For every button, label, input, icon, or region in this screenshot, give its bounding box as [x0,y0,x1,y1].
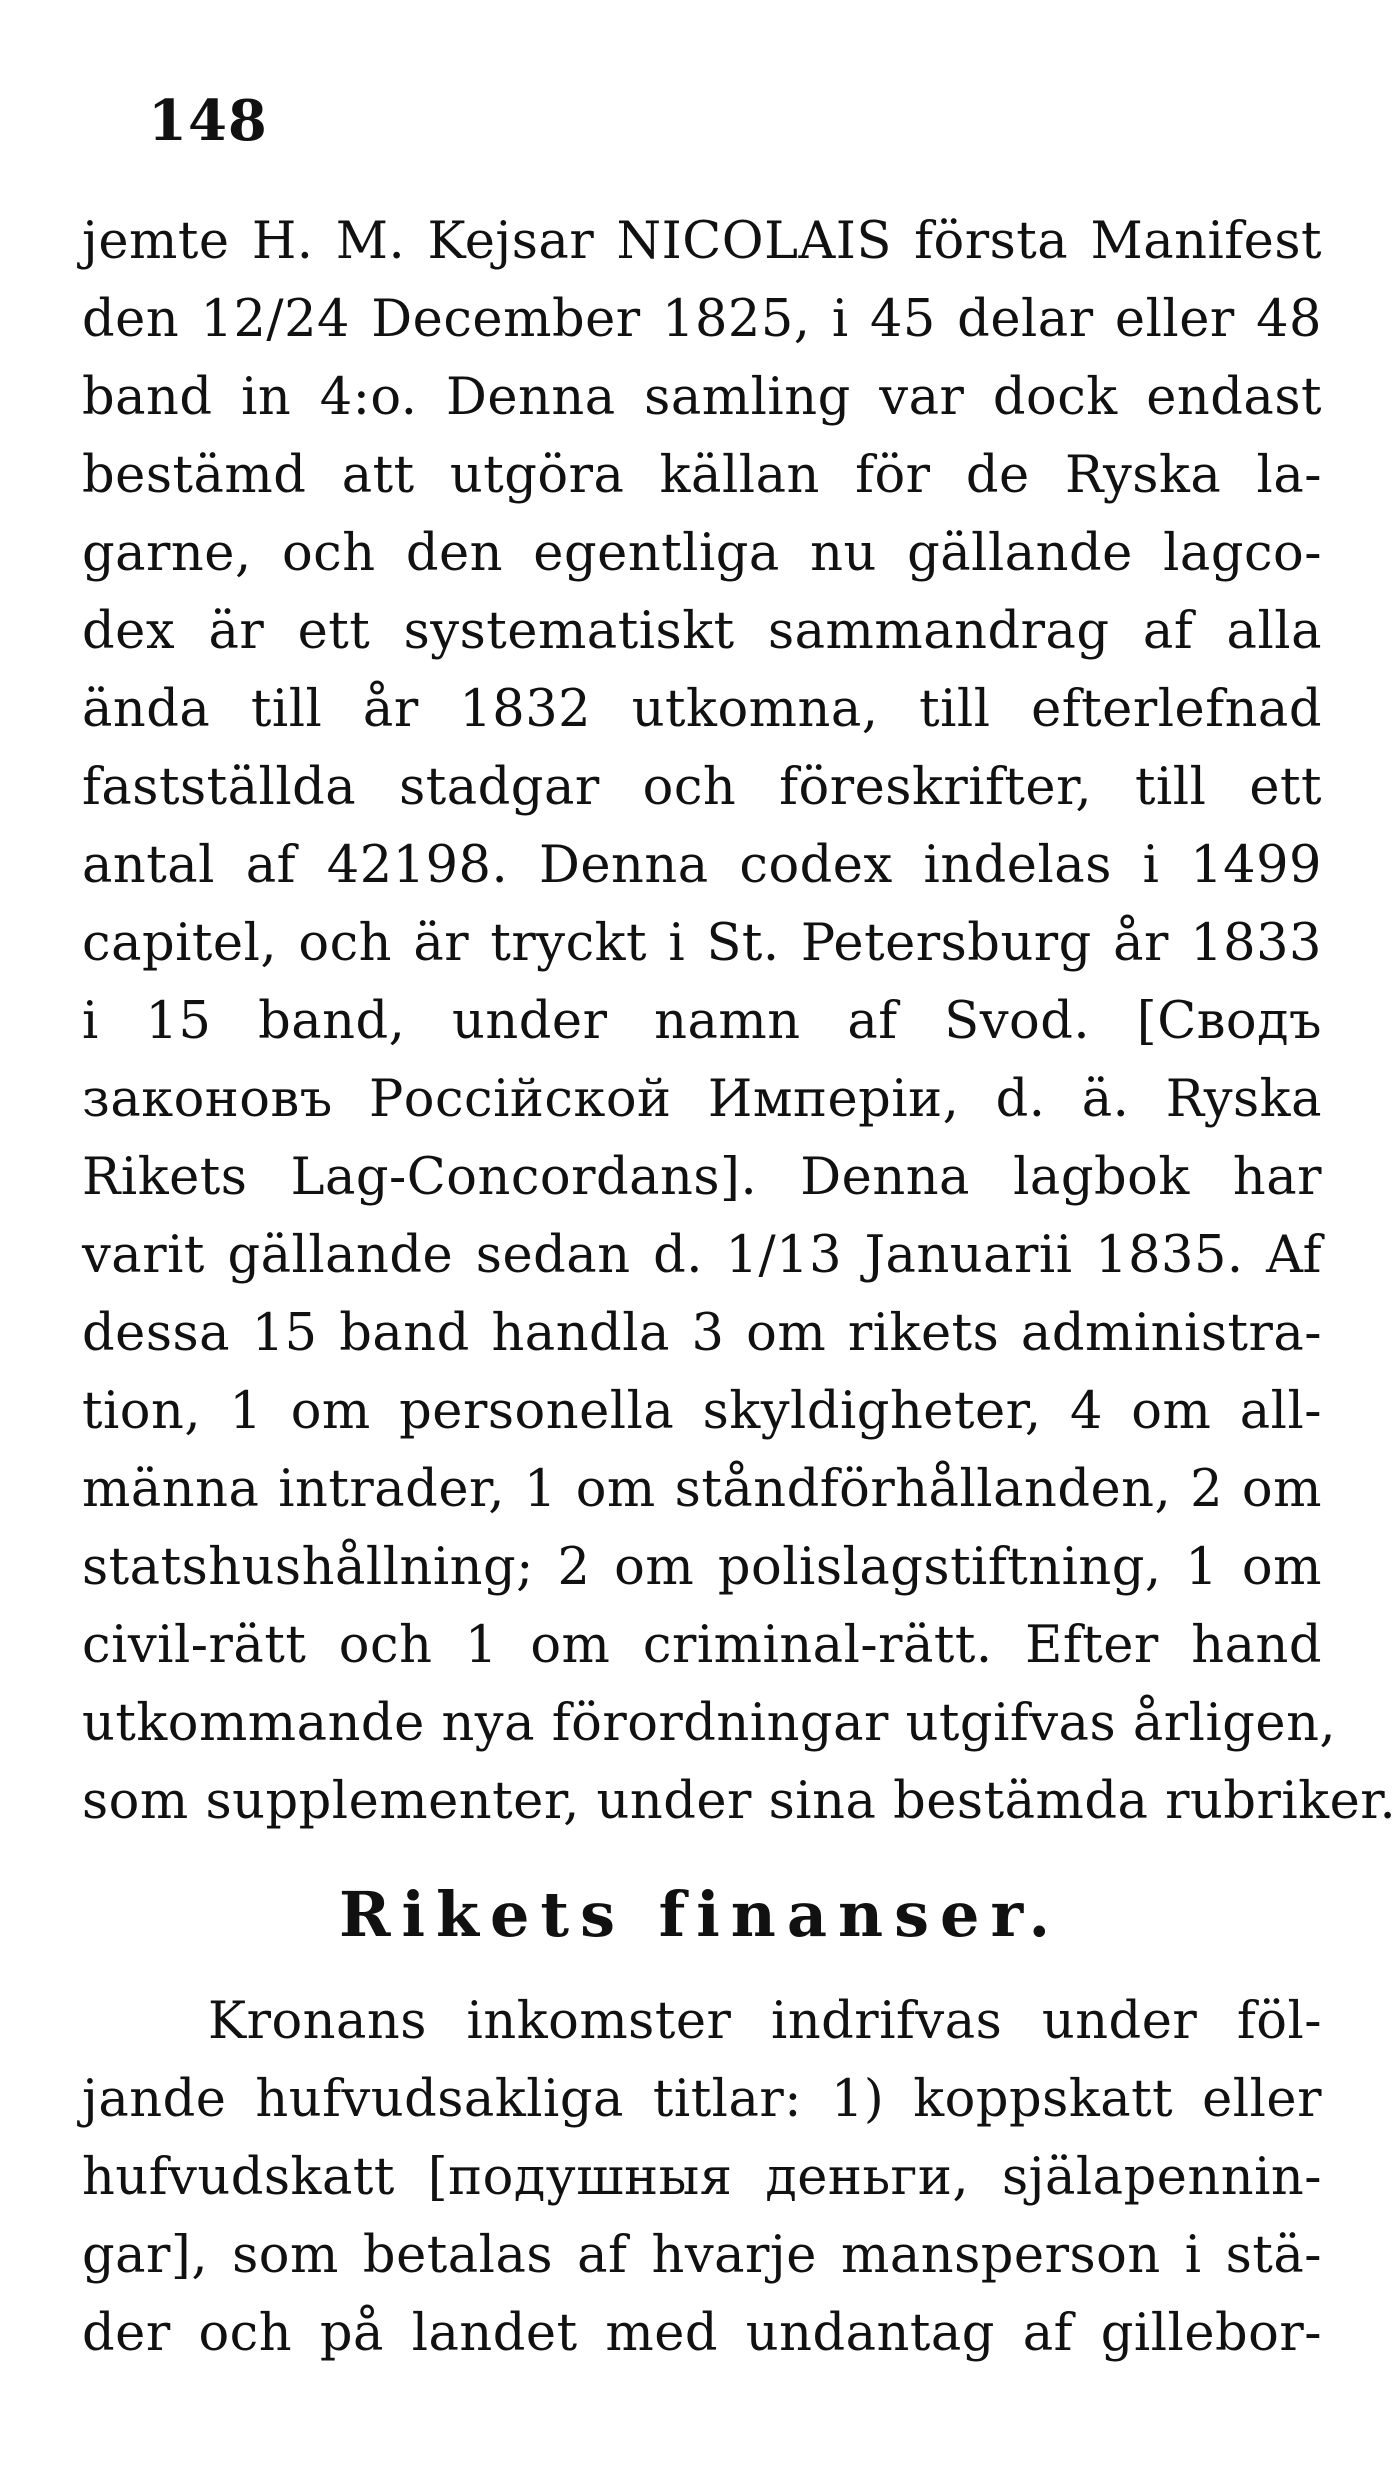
text-line: hufvudskatt [подушныя деньги, själapennin- [82,2148,1322,2207]
text-line: dessa 15 band handla 3 om rikets administra- [82,1304,1322,1363]
text-line: Rikets Lag-Concordans]. Denna lagbok har [82,1148,1322,1207]
text-line: varit gällande sedan d. 1/13 Januarii 1835. Af [82,1226,1322,1285]
text-line: den 12/24 December 1825, i 45 delar eller 48 [82,290,1322,349]
section-heading: Rikets finanser. [338,1878,1062,1951]
text-line: jemte H. M. Kejsar NICOLAIS första Manifest [82,212,1322,271]
text-line: tion, 1 om personella skyldigheter, 4 om all- [82,1382,1322,1441]
text-line: civil-rätt och 1 om criminal-rätt. Efter hand [82,1616,1322,1675]
text-line: законовъ Россійской Имперіи, d. ä. Ryska [82,1070,1322,1129]
text-line: band in 4:o. Denna samling var dock endast [82,368,1322,427]
text-line: i 15 band, under namn af Svod. [Сводъ [82,992,1322,1051]
text-line: männa intrader, 1 om ståndförhållanden, 2 om [82,1460,1322,1519]
text-line: antal af 42198. Denna codex indelas i 1499 [82,836,1322,895]
text-line: bestämd att utgöra källan för de Ryska la- [82,446,1322,505]
text-line: dex är ett systematiskt sammandrag af alla [82,602,1322,661]
text-line: jande hufvudsakliga titlar: 1) koppskatt eller [82,2070,1322,2129]
paragraph-1 [82,203,1397,1841]
text-line: der och på landet med undantag af gillebor- [82,2304,1322,2363]
page-number: 148 [148,88,268,154]
text-line: garne, och den egentliga nu gällande lagco- [82,524,1322,583]
text-line: statshushållning; 2 om polislagstiftning, 1 om [82,1538,1322,1597]
text-line: ända till år 1832 utkomna, till efterlefnad [82,680,1322,739]
paragraph-2 [82,1983,1322,2373]
text-line: fastställda stadgar och föreskrifter, till ett [82,758,1322,817]
text-line: Kronans inkomster indrifvas under föl- [208,1992,1322,2051]
text-line: som supplementer, under sina bestämda rubriker. [82,1772,1397,1831]
text-line: gar], som betalas af hvarje mansperson i stä- [82,2226,1322,2285]
text-line: utkommande nya förordningar utgifvas årligen, [82,1694,1337,1753]
text-line: capitel, och är tryckt i St. Petersburg år 1833 [82,914,1322,973]
